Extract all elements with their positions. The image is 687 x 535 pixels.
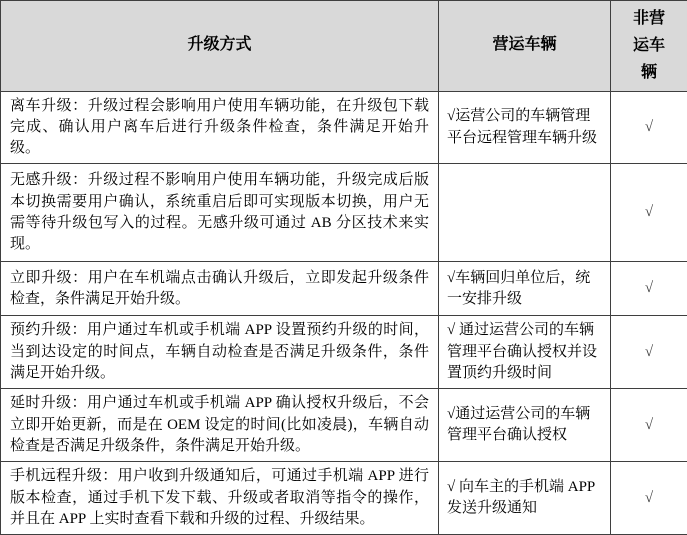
method-cell: 预约升级：用户通过车机或手机端 APP 设置预约升级的时间，当到达设定的时间点，车辆自动检查是否满足升级条件，条件满足开始升级。 <box>1 316 439 389</box>
table-row-phone-remote-upgrade <box>1 462 687 535</box>
operating-vehicles-cell: √ 向车主的手机端 APP 发送升级通知 <box>439 462 611 535</box>
method-cell: 无感升级：升级过程不影响用户使用车辆功能，升级完成后版本切换需要用户确认，系统重启后即可实现版本切换，用户无需等待升级包写入的过程。无感升级可通过 AB 分区技术来实现。 <box>1 164 439 262</box>
method-cell: 手机远程升级：用户收到升级通知后，可通过手机端 APP 进行版本检查，通过手机下发下载、升级或者取消等指令的操作，并且在 APP 上实时查看下载和升级的过程、升级结果。 <box>1 462 439 535</box>
header-operating-vehicles: 营运车辆 <box>439 1 611 92</box>
method-cell: 立即升级：用户在车机端点击确认升级后，立即发起升级条件检查，条件满足开始升级。 <box>1 262 439 316</box>
table-row-seamless-upgrade <box>1 164 687 262</box>
method-cell: 延时升级：用户通过车机或手机端 APP 确认授权升级后，不会立即开始更新，而是在 OEM 设定的时间(比如凌晨)，车辆自动检查是否满足升级条件，条件满足开始升级。 <box>1 389 439 462</box>
non-operating-check-cell: √ <box>611 91 687 164</box>
table-row-offboard-upgrade <box>1 91 687 164</box>
operating-vehicles-cell: √ 通过运营公司的车辆管理平台确认授权并设置顶约升级时间 <box>439 316 611 389</box>
operating-vehicles-cell: √车辆回归单位后，统一安排升级 <box>439 262 611 316</box>
non-operating-check-cell: √ <box>611 262 687 316</box>
table-header-row <box>1 1 687 92</box>
operating-vehicles-cell <box>439 164 611 262</box>
table-row-immediate-upgrade <box>1 262 687 316</box>
non-operating-check-cell: √ <box>611 316 687 389</box>
operating-vehicles-cell: √通过运营公司的车辆管理平台确认授权 <box>439 389 611 462</box>
non-operating-check-cell: √ <box>611 462 687 535</box>
operating-vehicles-cell: √运营公司的车辆管理平台远程管理车辆升级 <box>439 91 611 164</box>
header-non-operating-vehicles: 非营运车辆 <box>611 1 687 92</box>
table-row-delayed-upgrade <box>1 389 687 462</box>
non-operating-check-cell: √ <box>611 389 687 462</box>
method-cell: 离车升级：升级过程会影响用户使用车辆功能，在升级包下载完成、确认用户离车后进行升级条件检查，条件满足开始升级。 <box>1 91 439 164</box>
table-row-scheduled-upgrade <box>1 316 687 389</box>
header-upgrade-method: 升级方式 <box>1 1 439 92</box>
non-operating-check-cell: √ <box>611 164 687 262</box>
